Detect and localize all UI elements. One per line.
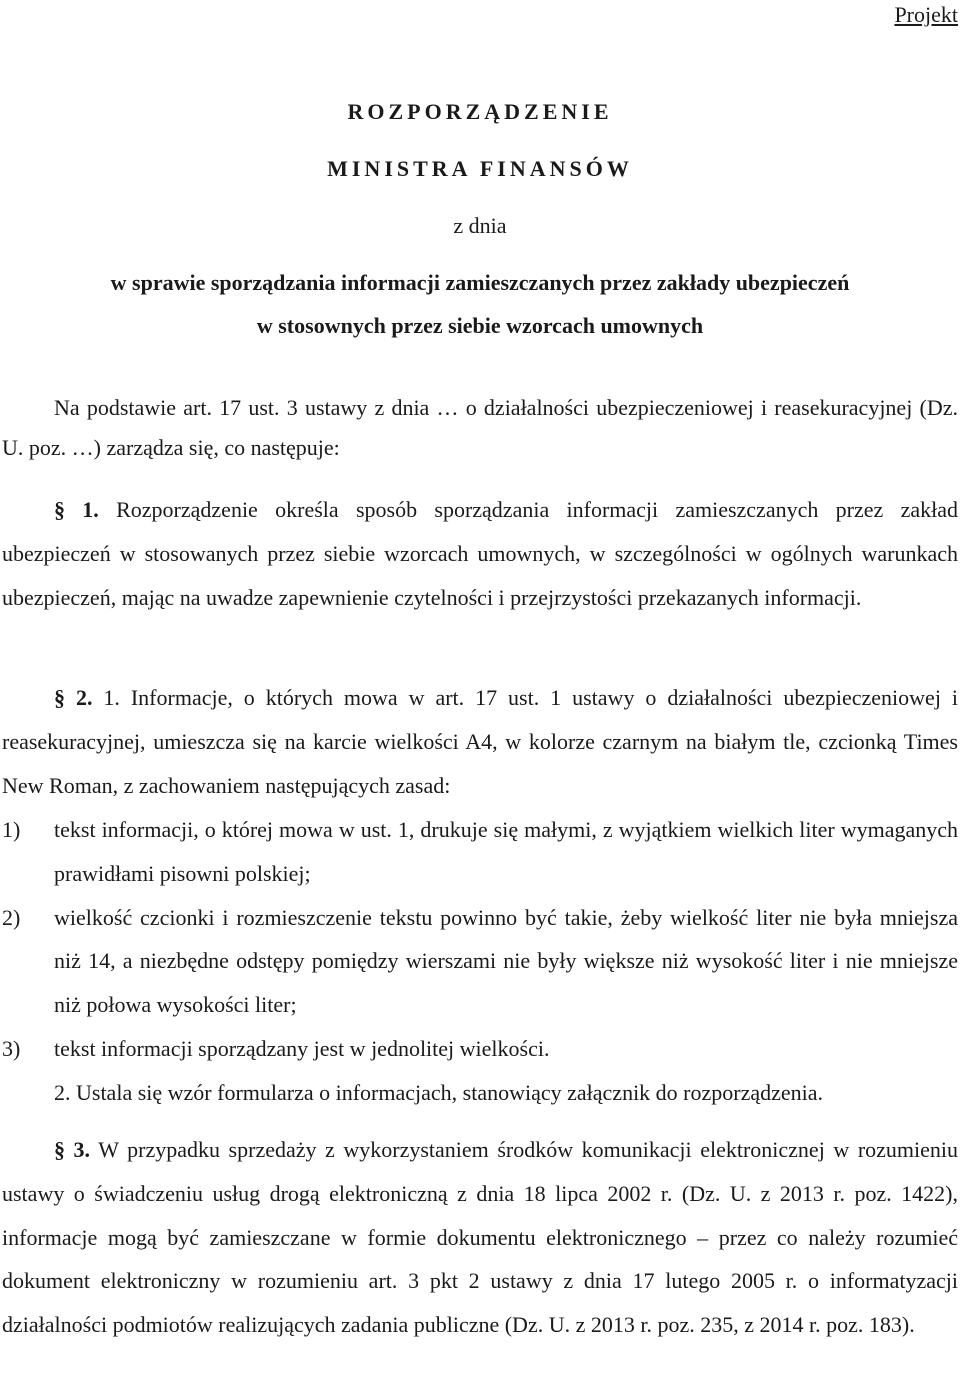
list-item-number: 1) (2, 817, 21, 842)
draft-label: Projekt (894, 2, 958, 27)
section-1 (2, 488, 958, 619)
section-2-list (2, 808, 958, 1071)
section-3-label: § 3. (54, 1137, 91, 1162)
section-2 (2, 676, 958, 807)
act-type-heading: ROZPORZĄDZENIE (347, 99, 613, 124)
subject-line-2: w stosownych przez siebie wzorcach umownych (256, 313, 704, 338)
list-item-text: wielkość czcionki i rozmieszczenie tekstu powinno być takie, żeby wielkość liter nie była mniejsza niż 14, a niezbędne odstępy pomiędzy wierszami nie były większe niż wysokość liter i nie mniejsze niż połowa wysokości liter; (54, 904, 958, 1018)
section-1-text: Rozporządzenie określa sposób sporządzania informacji zamieszczanych przez zakład ubezpieczeń w stosowanych przez siebie wzorcach umownych, w szczególności w ogólnych warunkach ubezpieczeń, mając na uwadze zapewnienie czytelności i przejrzystości przekazanych informacji. (2, 497, 958, 610)
section-2-paragraph-2: 2. Ustala się wzór formularza o informacjach, stanowiący załącznik do rozporządzenia. (54, 1080, 824, 1105)
section-1-label: § 1. (54, 497, 99, 522)
list-item (2, 808, 958, 896)
list-item (2, 1027, 958, 1071)
section-2-text: 1. Informacje, o których mowa w art. 17 ust. 1 ustawy o działalności ubezpieczeniowej i reasekuracyjnej, umieszcza się na karcie wielkości A4, w kolorze czarnym na białym tle, czcionką Times New Roman, z zachowaniem następujących zasad: (2, 685, 958, 798)
date-line: z dnia (453, 213, 507, 238)
legal-basis: Na podstawie art. 17 ust. 3 ustawy z dnia … o działalności ubezpieczeniowej i reasekuracyjnej (Dz. U. poz. …) zarządza się, co następuje: (2, 395, 958, 460)
section-3-text: W przypadku sprzedaży z wykorzystaniem środków komunikacji elektronicznej w rozumieniu ustawy o świadczeniu usług drogą elektroniczną z dnia 18 lipca 2002 r. (Dz. U. z 2013 r. poz. 1422), informacje mogą być zamieszczane w formie dokumentu elektronicznego – przez co należy rozumieć dokument elektroniczny w rozumieniu art. 3 pkt 2 ustawy z dnia 17 lutego 2005 r. o informatyzacji działalności podmiotów realizujących zadania publiczne (Dz. U. z 2013 r. poz. 235, z 2014 r. poz. 183). (2, 1137, 959, 1338)
subject-line-1: w sprawie sporządzania informacji zamieszczanych przez zakłady ubezpieczeń (110, 270, 850, 295)
list-item-number: 2) (2, 904, 21, 930)
list-item-text: tekst informacji, o której mowa w ust. 1, drukuje się małymi, z wyjątkiem wielkich liter wymaganych prawidłami pisowni polskiej; (54, 817, 958, 886)
list-item (2, 896, 958, 1027)
section-2-label: § 2. (54, 685, 93, 710)
list-item-number: 3) (2, 1035, 21, 1061)
issuer-heading: MINISTRA FINANSÓW (327, 156, 633, 181)
list-item-text: tekst informacji sporządzany jest w jednolitej wielkości. (54, 1035, 550, 1061)
section-3 (2, 1128, 958, 1347)
